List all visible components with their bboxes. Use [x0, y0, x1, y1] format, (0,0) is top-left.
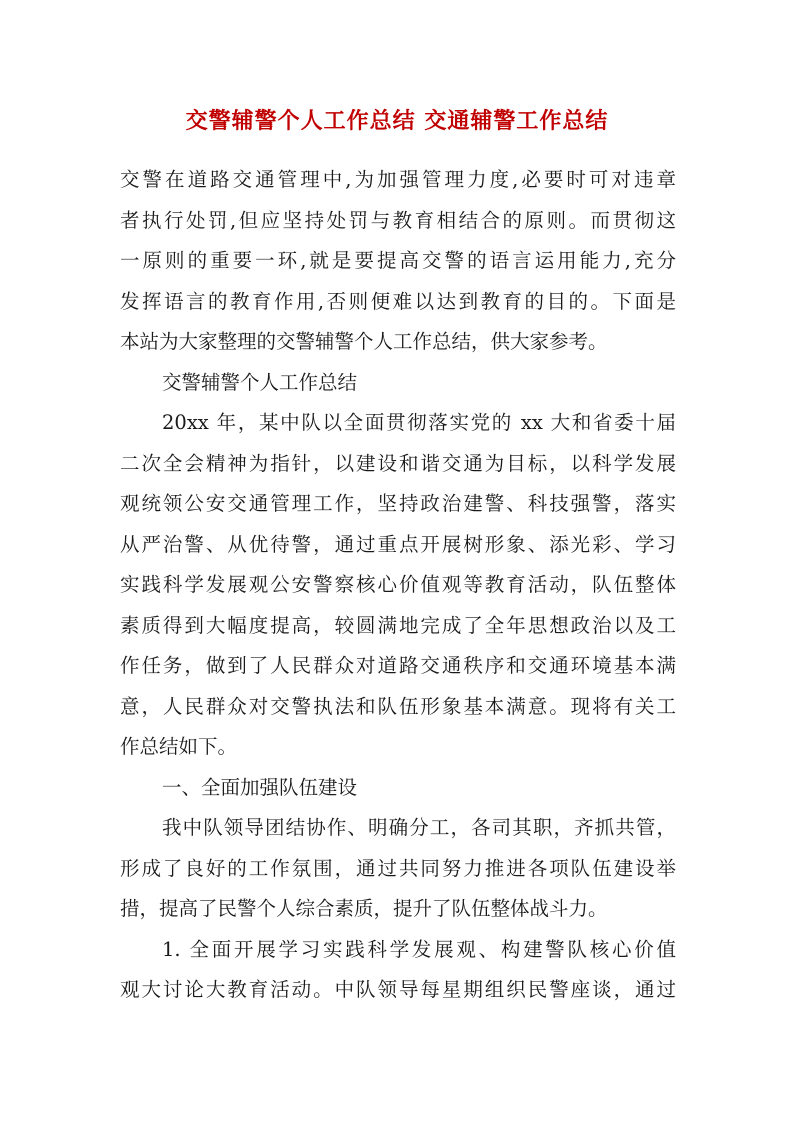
text-line: 观统领公安交通管理工作，坚持政治建警、科技强警，落实	[120, 492, 676, 515]
text-line: 意，人民群众对交警执法和队伍形象基本满意。现将有关工	[120, 694, 676, 718]
text-line: 20xx 年，某中队以全面贯彻落实党的 xx 大和省委十届	[162, 411, 676, 434]
text-line: 形成了良好的工作氛围，通过共同努力推进各项队伍建设举	[120, 856, 676, 880]
document-body	[120, 160, 676, 1011]
text-line: 观大讨论大教育活动。中队领导每星期组织民警座谈，通过	[120, 978, 676, 1001]
text-line: 者执行处罚,但应坚持处罚与教育相结合的原则。而贯彻这	[120, 208, 676, 232]
document-title: 交警辅警个人工作总结 交通辅警工作总结	[185, 108, 609, 134]
text-line: 措，提高了民警个人综合素质，提升了队伍整体战斗力。	[120, 897, 608, 920]
text-line: 一、全面加强队伍建设	[162, 775, 358, 799]
text-line: 发挥语言的教育作用,否则便难以达到教育的目的。下面是	[120, 289, 676, 313]
text-line: 我中队领导团结协作、明确分工，各司其职，齐抓共管，	[162, 816, 676, 839]
text-line: 作任务，做到了人民群众对道路交通秩序和交通环境基本满	[120, 654, 676, 677]
text-line: 交警辅警个人工作总结	[162, 370, 358, 394]
text-line: 交警在道路交通管理中,为加强管理力度,必要时可对违章	[120, 168, 676, 191]
text-line: 作总结如下。	[120, 735, 238, 758]
text-line: 素质得到大幅度提高，较圆满地完成了全年思想政治以及工	[120, 613, 676, 637]
text-line: 实践科学发展观公安警察核心价值观等教育活动，队伍整体	[120, 573, 676, 596]
text-line: 二次全会精神为指针，以建设和谐交通为目标，以科学发展	[120, 451, 676, 475]
text-line: 一原则的重要一环,就是要提高交警的语言运用能力,充分	[120, 249, 676, 272]
text-line: 从严治警、从优待警，通过重点开展树形象、添光彩、学习	[120, 532, 676, 556]
text-line: 本站为大家整理的交警辅警个人工作总结，供大家参考。	[120, 330, 608, 353]
text-line: 1. 全面开展学习实践科学发展观、构建警队核心价值	[162, 937, 676, 961]
